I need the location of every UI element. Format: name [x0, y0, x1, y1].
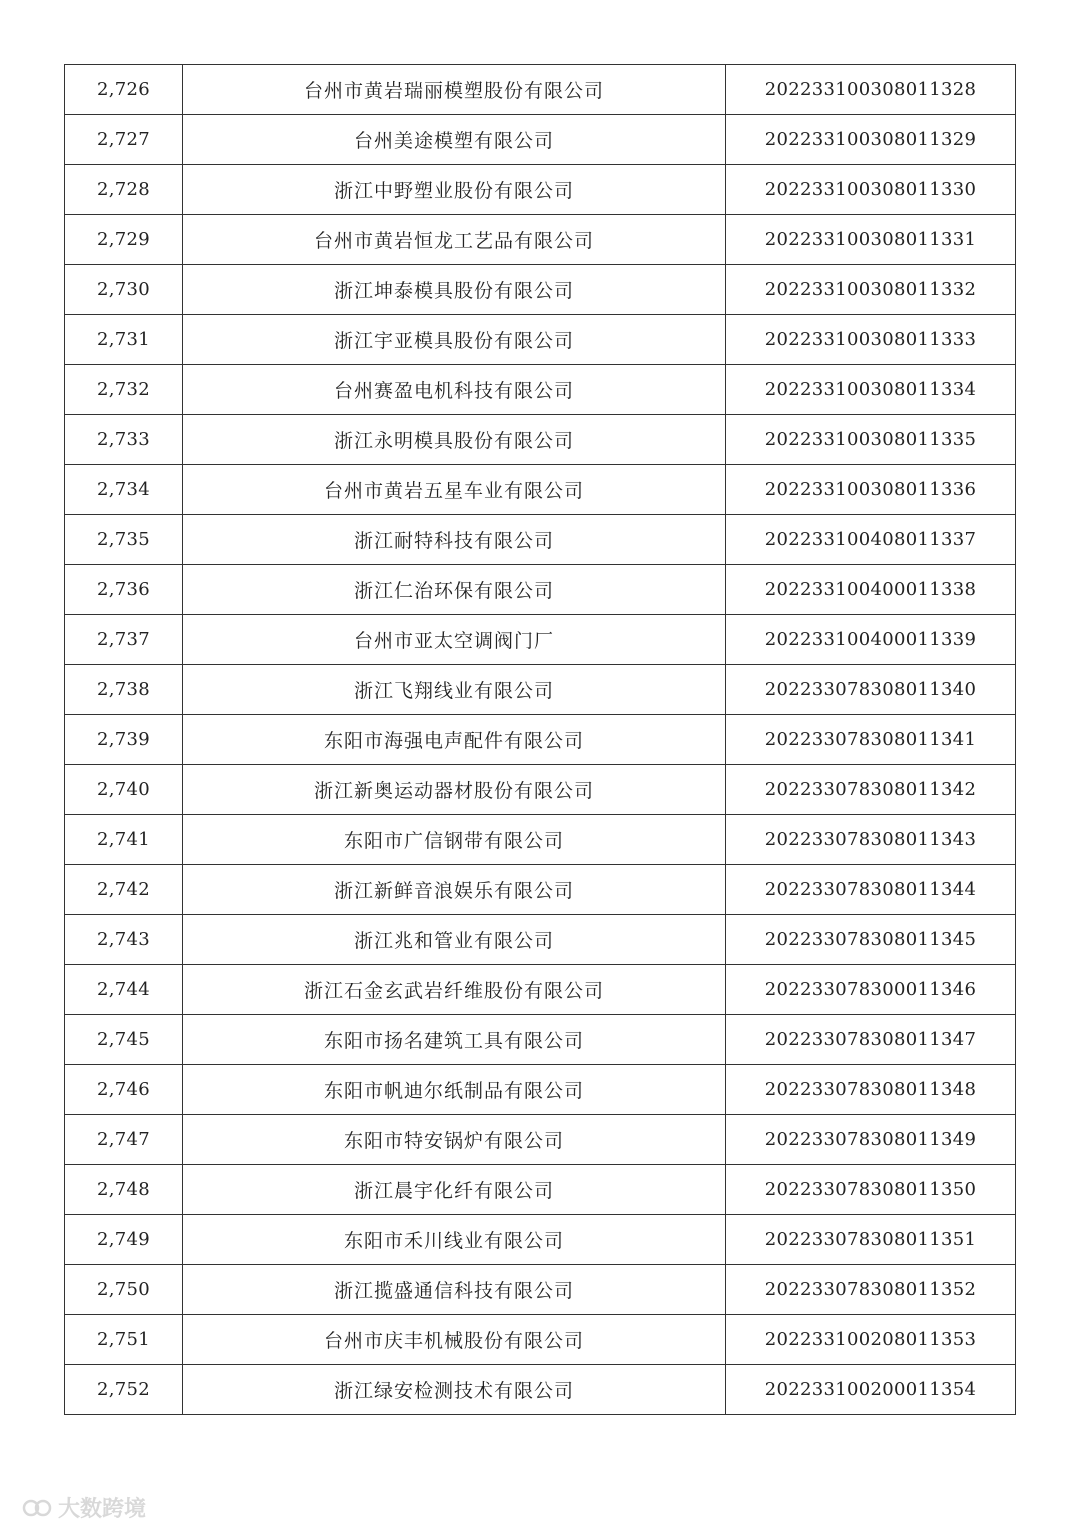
row-number-cell: 2,727	[65, 115, 183, 165]
company-name-cell: 台州市黄岩瑞丽模塑股份有限公司	[183, 65, 726, 115]
company-name-cell: 东阳市广信钢带有限公司	[183, 815, 726, 865]
registration-code-cell: 202233078308011352	[726, 1265, 1016, 1315]
row-number-cell: 2,744	[65, 965, 183, 1015]
row-number-cell: 2,747	[65, 1115, 183, 1165]
row-number-cell: 2,742	[65, 865, 183, 915]
registration-code-cell: 202233100308011329	[726, 115, 1016, 165]
row-number-cell: 2,731	[65, 315, 183, 365]
row-number-cell: 2,746	[65, 1065, 183, 1115]
table-row	[65, 1165, 1016, 1215]
company-name-cell: 台州市庆丰机械股份有限公司	[183, 1315, 726, 1365]
company-name-cell: 东阳市特安锅炉有限公司	[183, 1115, 726, 1165]
table-row	[65, 315, 1016, 365]
registration-code-cell: 202233100408011337	[726, 515, 1016, 565]
registration-code-cell: 202233078308011344	[726, 865, 1016, 915]
table-row	[65, 715, 1016, 765]
row-number-cell: 2,750	[65, 1265, 183, 1315]
company-name-cell: 台州赛盈电机科技有限公司	[183, 365, 726, 415]
registration-code-cell: 202233100308011336	[726, 465, 1016, 515]
registration-code-cell: 202233078308011348	[726, 1065, 1016, 1115]
registration-code-cell: 202233078308011351	[726, 1215, 1016, 1265]
registration-code-cell: 202233078300011346	[726, 965, 1016, 1015]
table-row	[65, 615, 1016, 665]
row-number-cell: 2,732	[65, 365, 183, 415]
company-name-cell: 台州市黄岩五星车业有限公司	[183, 465, 726, 515]
registration-code-cell: 202233078308011342	[726, 765, 1016, 815]
registration-code-cell: 202233100308011331	[726, 215, 1016, 265]
company-name-cell: 浙江揽盛通信科技有限公司	[183, 1265, 726, 1315]
table-row	[65, 815, 1016, 865]
row-number-cell: 2,728	[65, 165, 183, 215]
registration-code-cell: 202233078308011343	[726, 815, 1016, 865]
registration-code-cell: 202233078308011347	[726, 1015, 1016, 1065]
registration-code-cell: 202233100308011330	[726, 165, 1016, 215]
table-row	[65, 115, 1016, 165]
row-number-cell: 2,741	[65, 815, 183, 865]
company-name-cell: 浙江新奥运动器材股份有限公司	[183, 765, 726, 815]
company-name-cell: 东阳市禾川线业有限公司	[183, 1215, 726, 1265]
table-row	[65, 915, 1016, 965]
row-number-cell: 2,736	[65, 565, 183, 615]
company-name-cell: 浙江晨宇化纤有限公司	[183, 1165, 726, 1215]
registration-code-cell: 202233100208011353	[726, 1315, 1016, 1365]
registration-code-cell: 202233100400011339	[726, 615, 1016, 665]
table-body	[65, 65, 1016, 1415]
registration-code-cell: 202233078308011340	[726, 665, 1016, 715]
table-row	[65, 515, 1016, 565]
table-row	[65, 65, 1016, 115]
table-row	[65, 1065, 1016, 1115]
table-row	[65, 165, 1016, 215]
company-name-cell: 台州市亚太空调阀门厂	[183, 615, 726, 665]
company-name-cell: 浙江仁治环保有限公司	[183, 565, 726, 615]
company-name-cell: 浙江中野塑业股份有限公司	[183, 165, 726, 215]
registration-code-cell: 202233100308011334	[726, 365, 1016, 415]
registration-code-cell: 202233100200011354	[726, 1365, 1016, 1415]
row-number-cell: 2,748	[65, 1165, 183, 1215]
table-row	[65, 765, 1016, 815]
company-list-table	[64, 64, 1016, 1415]
company-name-cell: 浙江绿安检测技术有限公司	[183, 1365, 726, 1415]
table-row	[65, 215, 1016, 265]
registration-code-cell: 202233078308011341	[726, 715, 1016, 765]
table-row	[65, 1215, 1016, 1265]
company-name-cell: 东阳市扬名建筑工具有限公司	[183, 1015, 726, 1065]
row-number-cell: 2,740	[65, 765, 183, 815]
company-name-cell: 浙江新鲜音浪娱乐有限公司	[183, 865, 726, 915]
table-row	[65, 1115, 1016, 1165]
table-row	[65, 465, 1016, 515]
registration-code-cell: 202233100308011335	[726, 415, 1016, 465]
company-name-cell: 台州市黄岩恒龙工艺品有限公司	[183, 215, 726, 265]
row-number-cell: 2,743	[65, 915, 183, 965]
company-name-cell: 浙江石金玄武岩纤维股份有限公司	[183, 965, 726, 1015]
table-row	[65, 965, 1016, 1015]
table-row	[65, 365, 1016, 415]
table-row	[65, 265, 1016, 315]
row-number-cell: 2,745	[65, 1015, 183, 1065]
watermark	[22, 1492, 146, 1523]
company-name-cell: 浙江宇亚模具股份有限公司	[183, 315, 726, 365]
row-number-cell: 2,737	[65, 615, 183, 665]
row-number-cell: 2,738	[65, 665, 183, 715]
company-name-cell: 浙江耐特科技有限公司	[183, 515, 726, 565]
registration-code-cell: 202233078308011350	[726, 1165, 1016, 1215]
table-row	[65, 1015, 1016, 1065]
company-name-cell: 东阳市海强电声配件有限公司	[183, 715, 726, 765]
table-row	[65, 415, 1016, 465]
row-number-cell: 2,739	[65, 715, 183, 765]
company-name-cell: 东阳市帆迪尔纸制品有限公司	[183, 1065, 726, 1115]
registration-code-cell: 202233100400011338	[726, 565, 1016, 615]
row-number-cell: 2,729	[65, 215, 183, 265]
registration-code-cell: 202233100308011332	[726, 265, 1016, 315]
company-name-cell: 浙江永明模具股份有限公司	[183, 415, 726, 465]
watermark-text: 大数跨境	[58, 1497, 147, 1522]
table-row	[65, 665, 1016, 715]
row-number-cell: 2,735	[65, 515, 183, 565]
company-name-cell: 浙江兆和管业有限公司	[183, 915, 726, 965]
row-number-cell: 2,749	[65, 1215, 183, 1265]
registration-code-cell: 202233078308011349	[726, 1115, 1016, 1165]
row-number-cell: 2,751	[65, 1315, 183, 1365]
row-number-cell: 2,730	[65, 265, 183, 315]
registration-code-cell: 202233100308011333	[726, 315, 1016, 365]
company-name-cell: 台州美途模塑有限公司	[183, 115, 726, 165]
table-row	[65, 865, 1016, 915]
company-name-cell: 浙江坤泰模具股份有限公司	[183, 265, 726, 315]
table-row	[65, 1315, 1016, 1365]
registration-code-cell: 202233100308011328	[726, 65, 1016, 115]
company-name-cell: 浙江飞翔线业有限公司	[183, 665, 726, 715]
row-number-cell: 2,752	[65, 1365, 183, 1415]
table-row	[65, 1265, 1016, 1315]
table-row	[65, 565, 1016, 615]
table-row	[65, 1365, 1016, 1415]
registration-code-cell: 202233078308011345	[726, 915, 1016, 965]
row-number-cell: 2,734	[65, 465, 183, 515]
logo-icon	[22, 1496, 52, 1520]
row-number-cell: 2,733	[65, 415, 183, 465]
row-number-cell: 2,726	[65, 65, 183, 115]
company-list-table-wrapper	[64, 64, 1015, 1415]
